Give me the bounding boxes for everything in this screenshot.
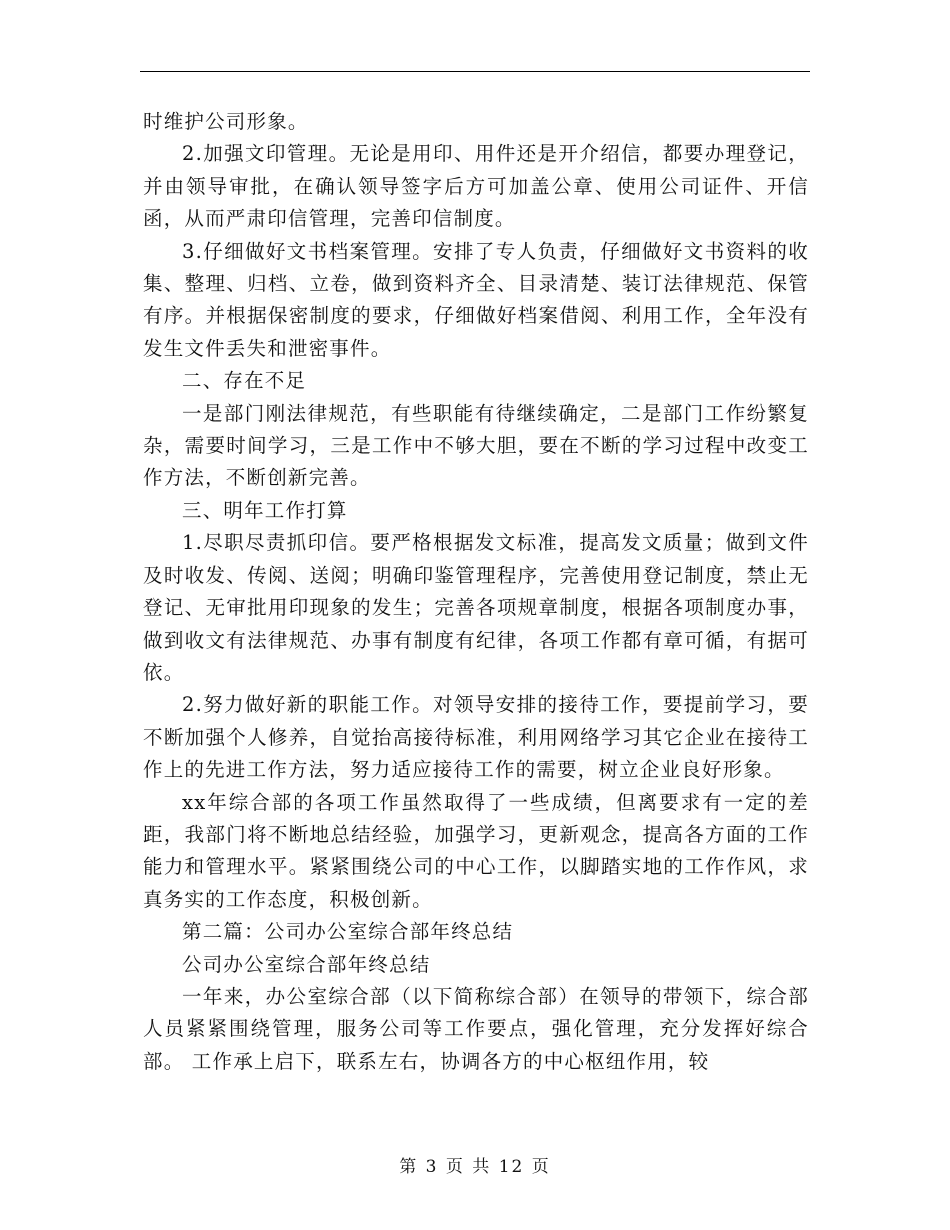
section-heading-next-year-plan: 三、明年工作打算 <box>182 498 348 522</box>
paragraph-conclusion: xx年综合部的各项工作虽然取得了一些成绩，但离要求有一定的差距，我部门将不断地总结经验，加强学习，更新观念，提高各方面的工作能力和管理水平。紧紧围绕公司的中心工作，以脚踏实地的工作作风，求真务实的工作态度，积极创新。 <box>143 790 809 911</box>
article-title: 公司办公室综合部年终总结 <box>182 952 431 976</box>
paragraph-shortcomings: 一是部门刚法律规范，有些职能有待继续确定，二是部门工作纷繁复杂，需要时间学习，三是工作中不够大胆，要在不断的学习过程中改变工作方法，不断创新完善。 <box>143 401 809 490</box>
paragraph-continuation: 时维护公司形象。 <box>143 110 309 133</box>
page-number-footer: 第 3 页 共 12 页 <box>399 1157 551 1177</box>
section-heading-shortcomings: 二、存在不足 <box>182 369 307 393</box>
paragraph-plan-seals: 1.尽职尽责抓印信。要严格根据发文标准，提高发文质量；做到文件及时收发、传阅、送阅；明确印鉴管理程序，完善使用登记制度，禁止无登记、无审批用印现象的发生；完善各项规章制度，根据各项制度办事，做到收文有法律规范、办事有制度有纪律，各项工作都有章可循，有据可依。 <box>143 531 809 684</box>
paragraph-plan-reception: 2.努力做好新的职能工作。对领导安排的接待工作，要提前学习，要不断加强个人修养，自觉抬高接待标准，利用网络学习其它企业在接待工作上的先进工作方法，努力适应接待工作的需要，树立企业良好形象。 <box>143 693 809 782</box>
header-rule <box>140 71 810 72</box>
document-body <box>143 106 809 1078</box>
paragraph-print-management: 2.加强文印管理。无论是用印、用件还是开介绍信，都要办理登记，并由领导审批，在确认领导签字后方可加盖公章、使用公司证件、开信函，从而严肃印信管理，完善印信制度。 <box>143 142 809 231</box>
paragraph-archive-management: 3.仔细做好文书档案管理。安排了专人负责，仔细做好文书资料的收集、整理、归档、立卷，做到资料齐全、目录清楚、装订法律规范、保管有序。并根据保密制度的要求，仔细做好档案借阅、利用工作，全年没有发生文件丢失和泄密事件。 <box>143 239 809 360</box>
article-heading: 第二篇：公司办公室综合部年终总结 <box>182 920 514 944</box>
paragraph-intro: 一年来，办公室综合部（以下简称综合部）在领导的带领下，综合部人员紧紧围绕管理，服务公司等工作要点，强化管理，充分发挥好综合部。 工作承上启下，联系左右，协调各方的中心枢纽作用，较 <box>143 984 809 1073</box>
